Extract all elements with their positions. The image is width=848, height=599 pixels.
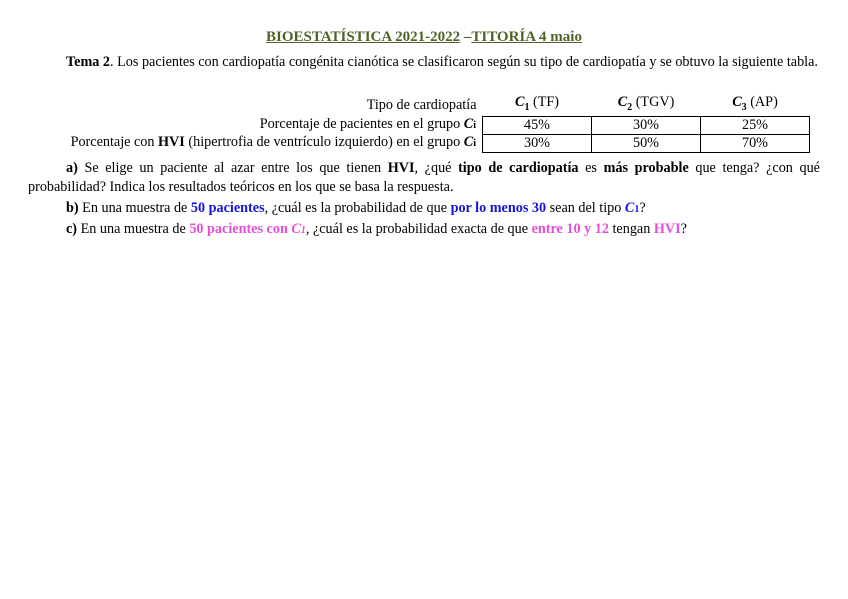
table-cell: 70% [701, 134, 810, 152]
question-label: a) [66, 160, 78, 176]
table-cell: 25% [701, 116, 810, 134]
title-dash: – [460, 29, 472, 45]
table-cell: 50% [592, 134, 701, 152]
tema-label: Tema 2 [66, 54, 111, 70]
intro-text: . Los pacientes con cardiopatía congénita cianótica se clasificaron según su tipo de cardiopatía y se obtuvo la siguiente tabla. [110, 54, 818, 70]
table-cell: 45% [483, 116, 592, 134]
question-a: a) Se elige un paciente al azar entre los que tienen HVI, ¿qué tipo de cardiopatía es más probable que tenga? ¿con qué probabilidad? Indica los resultados teóricos en los que se basa la respuesta. [28, 160, 820, 195]
table-row [28, 116, 810, 134]
cardiopathy-table [28, 94, 810, 153]
header-label: Tipo de cardiopatía [366, 96, 477, 113]
question-c: c) En una muestra de 50 pacientes con C1, ¿cuál es la probabilidad exacta de que entre 10 y 12 tengan HVI? [66, 221, 687, 237]
table-cell: 30% [483, 134, 592, 152]
table-cell: 30% [592, 116, 701, 134]
column-header: $C_2$ (TGV) [617, 94, 675, 113]
question-label: c) [66, 221, 78, 237]
highlight-blue: por lo menos 30 [450, 200, 547, 216]
page-title [0, 29, 848, 46]
highlight-blue: 50 pacientes [190, 200, 265, 216]
column-header: $C_3$ (AP) [732, 94, 778, 113]
row-label: Porcentaje de pacientes en el grupo Ci [259, 116, 476, 133]
highlight-pink: entre 10 y 12 [531, 221, 609, 237]
intro-paragraph [28, 53, 820, 72]
course-title: BIOESTATÍSTICA 2021-2022 [266, 29, 461, 45]
highlight-pink: HVI [653, 221, 681, 237]
table-row [28, 134, 810, 152]
column-header: $C_1$ (TF) [514, 94, 560, 113]
row-label: Porcentaje con HVI (hipertrofia de ventrículo izquierdo) en el grupo Ci [70, 134, 476, 151]
session-title: TITORÍA 4 maio [471, 29, 582, 45]
highlight-pink: 50 pacientes con [189, 221, 292, 237]
question-label: b) [66, 200, 79, 216]
table-header-row [28, 94, 810, 116]
question-b: b) En una muestra de 50 pacientes, ¿cuál es la probabilidad de que por lo menos 30 sean del tipo C1? [66, 200, 646, 216]
